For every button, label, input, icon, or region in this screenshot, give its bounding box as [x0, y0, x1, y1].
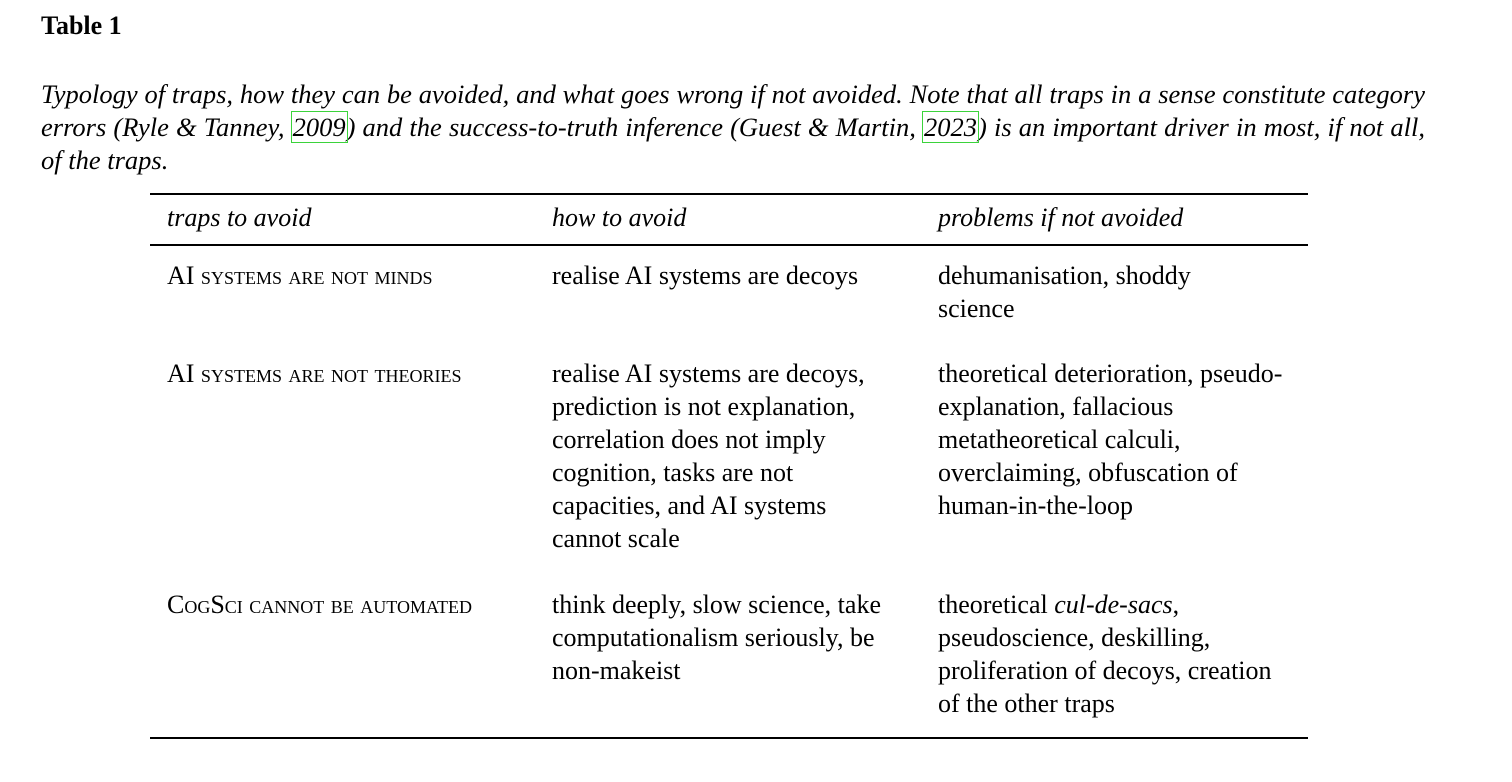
row2-trap: AI systems are not theories — [167, 359, 462, 388]
row3-problems-post: , pseudoscience, deskilling, proliferation of decoys, creation of the other traps — [938, 590, 1272, 718]
row3-problems-pre: theoretical — [938, 590, 1055, 619]
row2-problems: theoretical deterioration, pseudo-explanation, fallacious metatheoretical calculi, overclaiming, obfuscation of human-in-the-loop — [938, 359, 1283, 520]
citation-link-2023[interactable]: 2023 — [924, 112, 977, 142]
table-bottom-rule — [150, 737, 1308, 739]
caption-text-1: Typology of traps, how they can be avoided, and what goes wrong if not avoided. Note that all traps in a sense constitute category errors (Ryle & Tanney, — [41, 79, 1425, 142]
caption-text-3: ) is an important driver in most, if not all, of the traps. — [41, 112, 1425, 175]
header-traps-to-avoid: traps to avoid — [167, 203, 312, 232]
citation-link-2009[interactable]: 2009 — [292, 112, 346, 142]
row3-problems — [938, 588, 1298, 720]
caption-text-2: ) and the success-to-truth inference (Guest & Martin, — [346, 112, 923, 142]
table-label: Table 1 — [41, 11, 122, 40]
row3-trap: CogSci cannot be automated — [167, 590, 472, 619]
row2-how-to-avoid: realise AI systems are decoys, prediction is not explanation, correlation does not imply cognition, tasks are not capacities, and AI systems cannot scale — [552, 359, 865, 553]
row3-how-to-avoid: think deeply, slow science, take computationalism seriously, be non-makeist — [552, 590, 881, 685]
row3-problems-emphasis: cul-de-sacs — [1054, 590, 1173, 619]
header-problems-if-not-avoided: problems if not avoided — [938, 203, 1184, 232]
table-header-rule — [150, 244, 1308, 246]
header-how-to-avoid: how to avoid — [552, 203, 687, 232]
row1-trap: AI systems are not minds — [167, 261, 433, 290]
table-top-rule — [150, 193, 1308, 195]
row1-how-to-avoid: realise AI systems are decoys — [552, 261, 859, 290]
row1-problems: dehumanisation, shoddy science — [938, 261, 1191, 323]
table-caption — [41, 78, 1425, 177]
